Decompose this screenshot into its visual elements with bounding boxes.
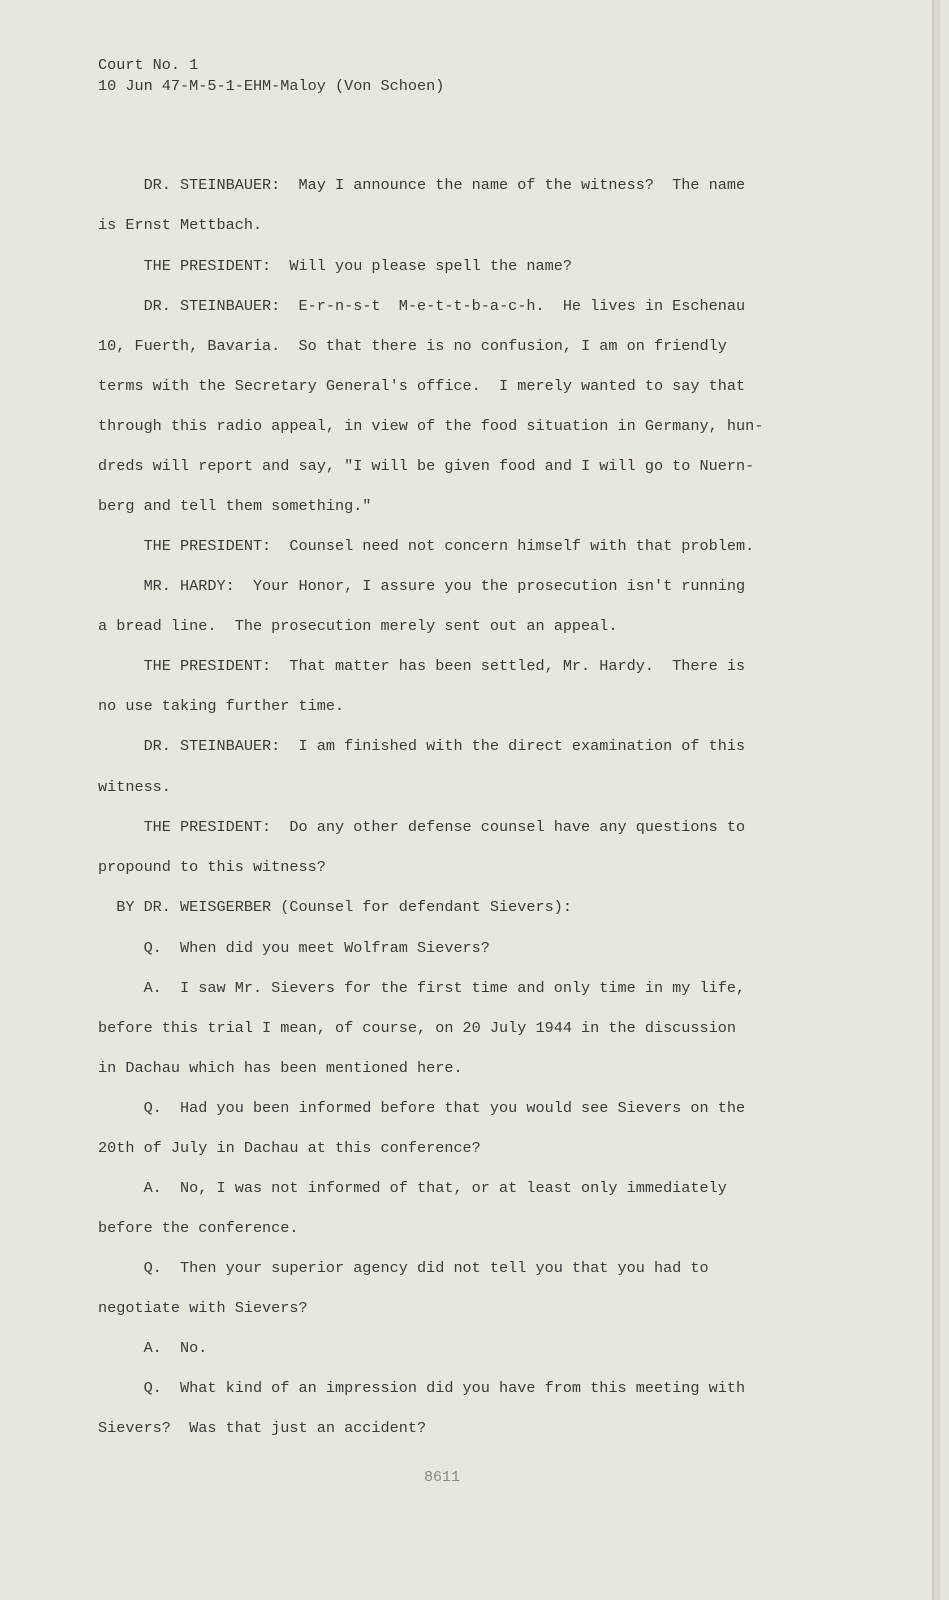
transcript-line: DR. STEINBAUER: May I announce the name of the witness? The name	[98, 176, 746, 194]
transcript-line: MR. HARDY: Your Honor, I assure you the prosecution isn't running	[98, 577, 746, 595]
transcript-line: DR. STEINBAUER: I am finished with the direct examination of this	[98, 737, 746, 755]
transcript-line: 20th of July in Dachau at this conference?	[98, 1139, 481, 1157]
transcript-line: Sievers? Was that just an accident?	[98, 1419, 427, 1437]
transcript-line: negotiate with Sievers?	[98, 1299, 308, 1317]
transcript-line: Q. Had you been informed before that you would see Sievers on the	[98, 1099, 746, 1117]
transcript-line: in Dachau which has been mentioned here.	[98, 1059, 463, 1077]
transcript-line: witness.	[98, 778, 171, 796]
transcript-line: A. No, I was not informed of that, or at least only immediately	[98, 1179, 727, 1197]
transcript-line: before the conference.	[98, 1219, 299, 1237]
transcript-line: THE PRESIDENT: Do any other defense counsel have any questions to	[98, 818, 746, 836]
transcript-reference: 10 Jun 47-M-5-1-EHM-Maloy (Von Schoen)	[98, 77, 445, 95]
transcript-line: Q. What kind of an impression did you have from this meeting with	[98, 1379, 746, 1397]
transcript-line: no use taking further time.	[98, 697, 345, 715]
transcript-line: berg and tell them something."	[98, 497, 372, 515]
transcript-line: through this radio appeal, in view of the food situation in Germany, hun-	[98, 417, 764, 435]
transcript-line: A. I saw Mr. Sievers for the first time and only time in my life,	[98, 979, 746, 997]
court-number: Court No. 1	[98, 56, 199, 74]
transcript-line: A. No.	[98, 1339, 208, 1357]
page-number: 8611	[424, 1469, 461, 1486]
transcript-line: THE PRESIDENT: Counsel need not concern himself with that problem.	[98, 537, 755, 555]
transcript-line: is Ernst Mettbach.	[98, 216, 263, 234]
transcript-line: DR. STEINBAUER: E-r-n-s-t M-e-t-t-b-a-c-h. He lives in Eschenau	[98, 297, 746, 315]
transcript-line: a bread line. The prosecution merely sent out an appeal.	[98, 617, 618, 635]
transcript-line: Q. When did you meet Wolfram Sievers?	[98, 939, 490, 957]
transcript-line: 10, Fuerth, Bavaria. So that there is no confusion, I am on friendly	[98, 337, 727, 355]
transcript-line: propound to this witness?	[98, 858, 326, 876]
transcript-line: Q. Then your superior agency did not tell you that you had to	[98, 1259, 709, 1277]
transcript-line: THE PRESIDENT: That matter has been settled, Mr. Hardy. There is	[98, 657, 746, 675]
transcript-line: dreds will report and say, "I will be given food and I will go to Nuern-	[98, 457, 755, 475]
transcript-line: terms with the Secretary General's office. I merely wanted to say that	[98, 377, 746, 395]
page-edge	[940, 0, 949, 1600]
transcript-line: before this trial I mean, of course, on 20 July 1944 in the discussion	[98, 1019, 736, 1037]
transcript-line: THE PRESIDENT: Will you please spell the name?	[98, 257, 572, 275]
transcript-line: BY DR. WEISGERBER (Counsel for defendant Sievers):	[98, 898, 572, 916]
